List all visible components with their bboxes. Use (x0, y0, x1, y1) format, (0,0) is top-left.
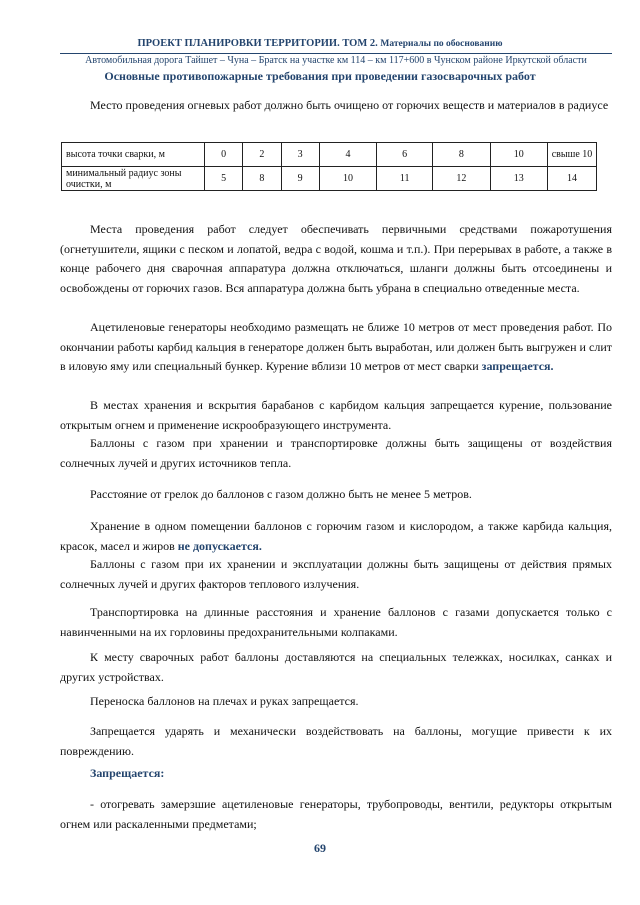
paragraph-fire-safety-equipment: Места проведения работ следует обеспечивать первичными средствами пожаротушения (огнетушители, ящики с песком и лопатой, ведра с водой, кошма и т.п.). При перерывах в работе, а также в конце рабочего дня сварочная аппаратура должна отключаться, шланги должны быть отсоединены и освобождены от горючих газов. Вся аппаратура должна быть убрана в специально отведенные места. (60, 222, 612, 295)
paragraph-acetylene-generators (60, 318, 612, 377)
table-cell: 3 (281, 143, 319, 167)
section-title: Основные противопожарные требования при проведении газосварочных работ (104, 69, 536, 83)
paragraph-calcium-carbide: В местах хранения и вскрытия барабанов с карбидом кальция запрещается курение, пользование открытым огнем и применение искрообразующего инструмента. (60, 398, 612, 432)
table-cell: 5 (205, 167, 243, 191)
paragraph-storage-restriction (60, 517, 612, 556)
emphasis-forbidden: запрещается. (481, 359, 554, 373)
page-number: 69 (314, 841, 326, 855)
table-cell: 8 (243, 167, 281, 191)
table-cell: 10 (319, 167, 376, 191)
row-label: высота точки сварки, м (62, 143, 205, 167)
intro-paragraph: Место проведения огневых работ должно быть очищено от горючих веществ и материалов в радиусе (90, 98, 609, 112)
table-cell: 6 (377, 143, 433, 167)
clearance-radius-table (61, 142, 597, 191)
paragraph-transport-caps: Транспортировка на длинные расстояния и хранение баллонов с газами допускается только с навинченными на их горловины предохранительными колпаками. (60, 605, 612, 639)
running-header-subtitle: Автомобильная дорога Тайшет – Чуна – Братск на участке км 114 – км 117+600 в Чунском районе Иркутской области (60, 53, 612, 66)
row-label: минимальный радиус зоны очистки, м (62, 167, 205, 191)
emphasis-not-allowed: не допускается. (177, 538, 262, 553)
table-cell: свыше 10 (548, 143, 597, 167)
paragraph-carrying: Переноска баллонов на плечах и руках запрещается. (90, 694, 359, 708)
list-item: - отогревать замерзшие ацетиленовые генераторы, трубопроводы, вентили, редукторы открытым огнем или раскаленными предметами; (60, 797, 612, 831)
paragraph-text: Ацетиленовые генераторы необходимо размещать не ближе 10 метров от мест проведения работ. По окончании работы карбид кальция в генераторе должен быть выработан, или должен быть выгружен и слит в иловую яму или специальный бункер. Курение вблизи 10 метров от мест сварки (60, 320, 612, 373)
table-row (62, 167, 597, 191)
forbidden-heading: Запрещается: (90, 766, 165, 780)
table-cell: 8 (433, 143, 490, 167)
paragraph-text: Хранение в одном помещении баллонов с горючим газом и кислородом, а также карбида кальция, красок, масел и жиров (60, 519, 612, 553)
paragraph-heater-distance: Расстояние от грелок до баллонов с газом должно быть не менее 5 метров. (90, 487, 472, 501)
table-cell: 11 (377, 167, 433, 191)
table-cell: 12 (433, 167, 490, 191)
table-cell: 4 (319, 143, 376, 167)
table-cell: 2 (243, 143, 281, 167)
table-row (62, 143, 597, 167)
running-header-title (0, 38, 640, 49)
header-title-bold: ПРОЕКТ ПЛАНИРОВКИ ТЕРРИТОРИИ. ТОМ 2. (137, 38, 378, 49)
paragraph-gas-cylinders-heat: Баллоны с газом при хранении и транспортировке должны быть защищены от воздействия солнечных лучей и других источников тепла. (60, 436, 612, 470)
paragraph-thermal-protection: Баллоны с газом при их хранении и эксплуатации должны быть защищены от действия прямых солнечных лучей и других факторов теплового излучения. (60, 557, 612, 591)
table-cell: 13 (490, 167, 547, 191)
paragraph-delivery: К месту сварочных работ баллоны доставляются на специальных тележках, носилках, санках и других устройствах. (60, 650, 612, 684)
table-cell: 10 (490, 143, 547, 167)
paragraph-impact: Запрещается ударять и механически воздействовать на баллоны, могущие привести к их повреждению. (60, 724, 612, 758)
header-title-rest: Материалы по обоснованию (380, 39, 503, 49)
table-cell: 14 (548, 167, 597, 191)
table-cell: 0 (205, 143, 243, 167)
table-cell: 9 (281, 167, 319, 191)
